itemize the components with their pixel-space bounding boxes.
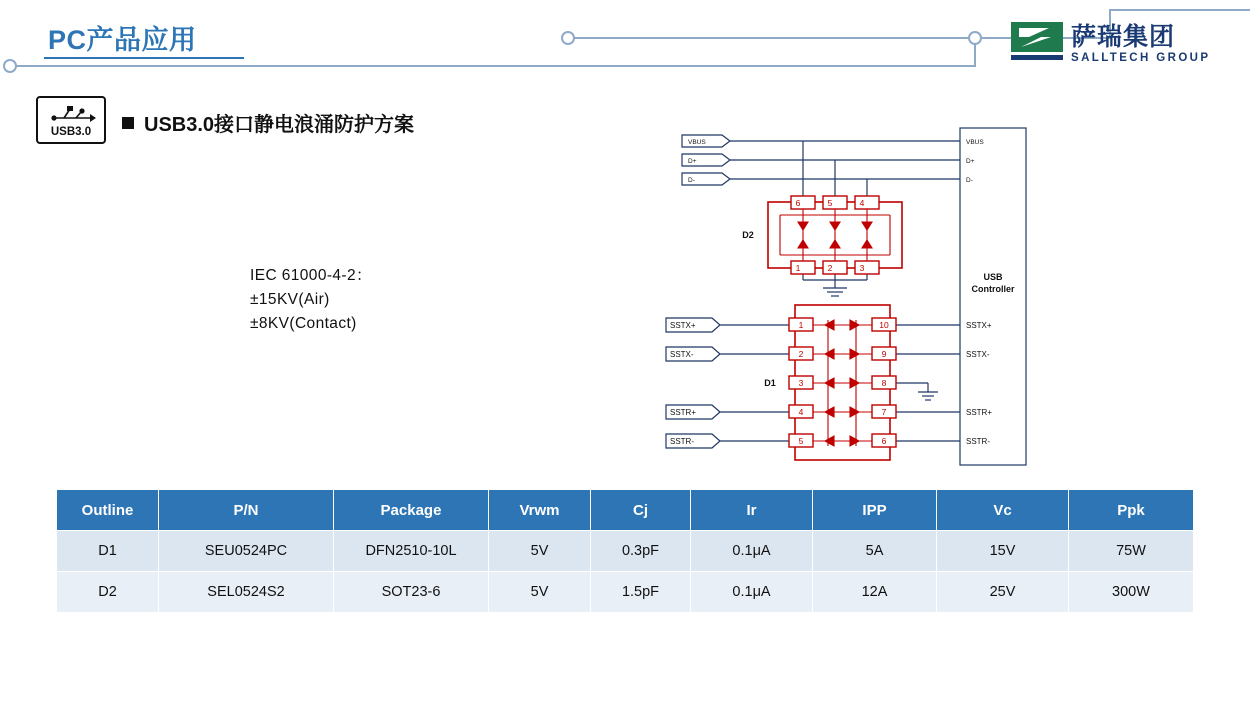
svg-text:D2: D2 (742, 230, 754, 240)
table-row (57, 531, 1194, 572)
parameter-table-wrap (56, 489, 1193, 613)
cell-cj: 0.3pF (591, 531, 691, 572)
table-row (57, 572, 1194, 613)
svg-text:10: 10 (879, 320, 889, 330)
svg-text:6: 6 (795, 198, 801, 208)
svg-text:Controller: Controller (971, 284, 1015, 294)
cell-vrwm: 5V (489, 572, 591, 613)
title-underline (44, 57, 244, 59)
svg-text:1: 1 (798, 320, 804, 330)
column-header-pn: P/N (159, 490, 334, 531)
svg-text:4: 4 (798, 407, 804, 417)
cell-ir: 0.1μA (691, 572, 813, 613)
cell-pn: SEU0524PC (159, 531, 334, 572)
cell-outline: D2 (57, 572, 159, 613)
svg-text:1: 1 (795, 263, 801, 273)
svg-text:SSTX-: SSTX- (966, 350, 990, 359)
cell-ppk: 75W (1069, 531, 1194, 572)
svg-text:SSTX-: SSTX- (670, 350, 694, 359)
svg-text:5: 5 (827, 198, 833, 208)
column-header-cj: Cj (591, 490, 691, 531)
svg-text:4: 4 (859, 198, 865, 208)
bullet-square-icon (122, 117, 134, 129)
cell-outline: D1 (57, 531, 159, 572)
cell-package: DFN2510-10L (334, 531, 489, 572)
logo-text-cn: 萨瑞集团 (1071, 22, 1176, 51)
cell-package: SOT23-6 (334, 572, 489, 613)
svg-text:2: 2 (798, 349, 804, 359)
spec-line-standard: IEC 61000-4-2： (250, 267, 372, 284)
cell-pn: SEL0524S2 (159, 572, 334, 613)
usb-icon (50, 103, 96, 125)
cell-ipp: 5A (813, 531, 937, 572)
svg-text:5: 5 (798, 436, 804, 446)
usb3-protection-schematic (660, 120, 1040, 470)
svg-text:D1: D1 (764, 378, 776, 388)
column-header-ipp: IPP (813, 490, 937, 531)
svg-text:7: 7 (881, 407, 887, 417)
cell-cj: 1.5pF (591, 572, 691, 613)
svg-text:SSTR-: SSTR- (966, 437, 990, 446)
section-heading-text: USB3.0接口静电浪涌防护方案 (144, 114, 415, 136)
spec-line-contact: ±8KV(Contact) (250, 315, 357, 333)
page-header (0, 0, 1255, 78)
svg-text:3: 3 (798, 378, 804, 388)
cell-ppk: 300W (1069, 572, 1194, 613)
salltech-logo-mark-icon (1011, 22, 1063, 66)
column-header-ppk: Ppk (1069, 490, 1194, 531)
svg-text:9: 9 (881, 349, 887, 359)
table-header-row (57, 490, 1194, 531)
column-header-ir: Ir (691, 490, 813, 531)
svg-text:SSTR+: SSTR+ (670, 408, 697, 417)
svg-text:3: 3 (859, 263, 865, 273)
svg-text:VBUS: VBUS (688, 139, 706, 146)
spec-line-air: ±15KV(Air) (250, 291, 330, 309)
svg-text:D+: D+ (688, 158, 697, 165)
svg-text:8: 8 (881, 378, 887, 388)
usb3-badge (36, 96, 106, 144)
cell-ipp: 12A (813, 572, 937, 613)
section-heading (122, 108, 414, 137)
svg-text:D-: D- (688, 177, 695, 184)
column-header-outline: Outline (57, 490, 159, 531)
usb-badge-label: USB3.0 (50, 126, 92, 138)
svg-text:SSTX+: SSTX+ (670, 321, 696, 330)
svg-text:2: 2 (827, 263, 833, 273)
svg-text:D+: D+ (966, 158, 975, 165)
parameter-table (56, 489, 1194, 613)
svg-text:SSTX+: SSTX+ (966, 321, 992, 330)
page-title: PC产品应用 (48, 25, 197, 55)
iec-spec-block (250, 264, 372, 336)
cell-vrwm: 5V (489, 531, 591, 572)
svg-text:6: 6 (881, 436, 887, 446)
company-logo (1011, 20, 1241, 68)
cell-vc: 15V (937, 531, 1069, 572)
svg-text:SSTR-: SSTR- (670, 437, 694, 446)
cell-vc: 25V (937, 572, 1069, 613)
column-header-vrwm: Vrwm (489, 490, 591, 531)
svg-text:USB: USB (983, 272, 1003, 282)
svg-text:D-: D- (966, 177, 973, 184)
column-header-vc: Vc (937, 490, 1069, 531)
cell-ir: 0.1μA (691, 531, 813, 572)
svg-text:SSTR+: SSTR+ (966, 408, 993, 417)
logo-text-en: SALLTECH GROUP (1071, 52, 1211, 65)
column-header-package: Package (334, 490, 489, 531)
svg-text:VBUS: VBUS (966, 139, 984, 146)
